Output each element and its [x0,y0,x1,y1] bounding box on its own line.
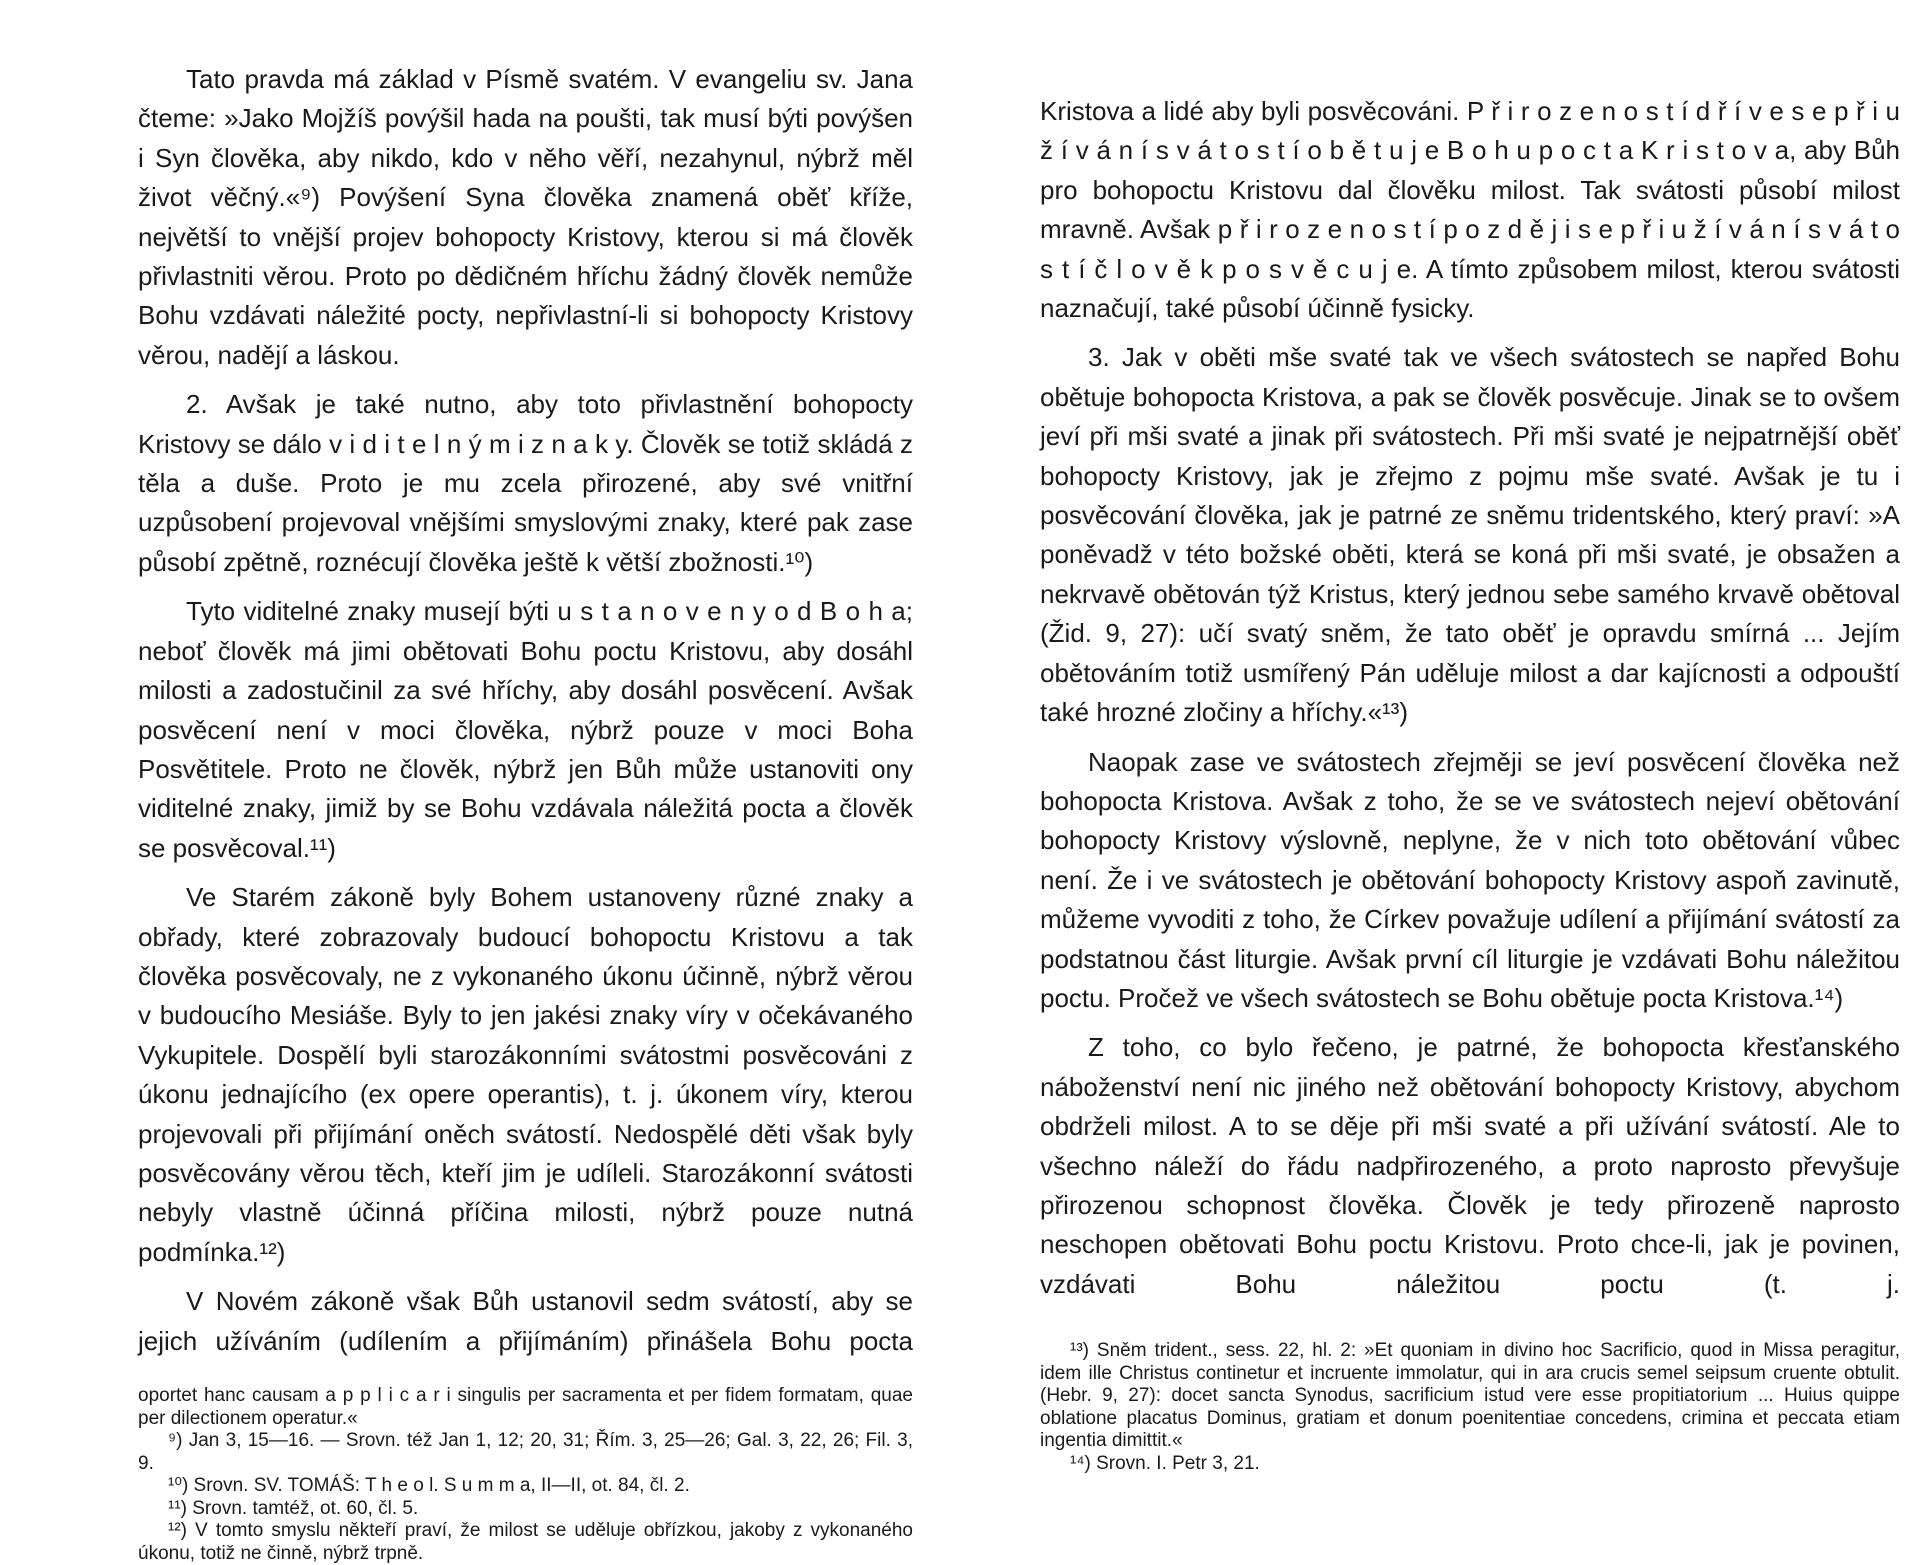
right-page [1040,92,1900,1475]
paragraph: Naopak zase ve svátostech zřejměji se jeví posvěcení člověka než bohopocta Kristova. Avšak z toho, že se ve svátostech nejeví obětování bohopocty Kristovy výslovně, neplyne, že v nich toto obětování vůbec není. Že i ve svátostech je obětování bohopocty Kristovy aspoň zavinutě, můžeme vyvoditi z toho, že Církev považuje udílení a přijímání svátostí za podstatnou část liturgie. Avšak první cíl liturgie je vzdávati Bohu náležitou poctu. Pročež ve všech svátostech se Bohu obětuje pocta Kristova.¹⁴) [1040,746,1900,1013]
paragraph: Z toho, co bylo řečeno, je patrné, že bohopocta křesťanského náboženství není nic jiného než obětování bohopocty Kristovy, abychom obdrželi milost. A to se děje při mši svaté a při užívání svátostí. Ale to všechno náleží do řádu nadpřirozeného, a proto naprosto převyšuje přirozenou schopnost člověka. Člověk je tedy přirozeně naprosto neschopen obětovati Bohu poctu Kristovu. Proto chce-li, jak je povinen, vzdávati Bohu náležitou poctu (t. j. [1040,1032,1900,1299]
footnote: ¹⁰) Srovn. SV. TOMÁŠ: T h e o l. S u m m a, II—II, ot. 84, čl. 2. [168,1475,690,1496]
paragraph: Kristova a lidé aby byli posvěcováni. P ř i r o z e n o s t í d ř í v e s e p ř i u ž í v á n í s v á t o s t í o b ě t u j e B o h u p o c t a K r i s t o v a, aby Bůh pro bohopoctu Kristovu dal člověku milost. Tak svátosti působí milost mravně. Avšak p ř i r o z e n o s t í p o z d ě j i s e p ř i u ž í v á n í s v á t o s t í č l o v ě k p o s v ě c u j e. A tímto způsobem milost, kterou svátosti naznačují, také působí účinně fysicky. [1040,96,1900,324]
footnote: oportet hanc causam a p p l i c a r i singulis per sacramenta et per fidem formatam, quae per dilectionem operatur.« [138,1385,913,1429]
paragraph: 3. Jak v oběti mše svaté tak ve všech svátostech se napřed Bohu obětuje bohopocta Kristova, a pak se člověk posvěcuje. Jinak se to ovšem jeví při mši svaté a jinak při svátostech. Při mši svaté je nejpatrnější oběť bohopocty Kristovy, jak je zřejmo z pojmu mše svaté. Avšak je tu i posvěcování člověka, jak je patrné ze sněmu tridentského, který praví: »A poněvadž v této božské oběti, která se koná při mši svaté, je obsažen a nekrvavě obětován týž Kristus, který jednou sebe samého krvavě obětoval (Žid. 9, 27): učí svatý sněm, že tato oběť je opravdu smírná ... Jejím obětováním totiž usmířený Pán uděluje milost a dar kajícnosti a odpouští také hrozné zločiny a hříchy.«¹³) [1040,342,1900,728]
paragraph: 2. Avšak je také nutno, aby toto přivlastnění bohopocty Kristovy se dálo v i d i t e l n ý m i z n a k y. Člověk se totiž skládá z těla a duše. Proto je mu zcela přirozené, aby své vnitřní uzpůsobení projevoval vnějšími smyslovými znaky, které pak zase působí zpětně, roznécují člověka ještě k větší zbožnosti.¹⁰) [138,389,913,577]
paragraph: V Novém zákoně však Bůh ustanovil sedm svátostí, aby se jejich užíváním (udílením a přijímáním) přinášela Bohu pocta [138,1286,913,1356]
left-footnotes [138,1385,913,1565]
paragraph: Ve Starém zákoně byly Bohem ustanoveny různé znaky a obřady, které zobrazovaly budoucí bohopoctu Kristovu a tak člověka posvěcovaly, ne z vykonaného úkonu účinně, nýbrž věrou v budoucího Mesiáše. Byly to jen jakési znaky víry v očekávaného Vykupitele. Dospělí byli starozákonními svátostmi posvěcováni z úkonu jednajícího (ex opere operantis), t. j. úkonem víry, kterou projevovali při přijímání oněch svátostí. Nedospělé děti však byly posvěcovány věrou těch, kteří jim je udíleli. Starozákonní svátosti nebyly vlastně účinná příčina milosti, nýbrž pouze nutná podmínka.¹²) [138,882,913,1267]
footnote: ⁹) Jan 3, 15—16. — Srovn. též Jan 1, 12; 20, 31; Řím. 3, 25—26; Gal. 3, 22, 26; Fil. 3, 9. [138,1430,913,1474]
right-footnotes [1040,1340,1900,1475]
left-body [138,60,913,1361]
left-page [138,60,913,1565]
footnote: ¹²) V tomto smyslu někteří praví, že milost se uděluje obřízkou, jakoby z vykonaného úkonu, totiž ne činně, nýbrž trpně. [138,1520,913,1564]
footnote: ¹³) Sněm trident., sess. 22, hl. 2: »Et quoniam in divino hoc Sacrificio, quod in Missa peragitur, idem ille Christus continetur et incruente immolatur, qui in ara crucis semel seipsum cruente obtulit. (Hebr. 9, 27): docet sancta Synodus, sacrificium istud vere esse propitiatorium ... Huius quippe oblatione placatus Dominus, gratiam et donum poenitentiae concedens, crimina et peccata etiam ingentia dimittit.« [1040,1340,1900,1452]
paragraph: Tato pravda má základ v Písmě svatém. V evangeliu sv. Jana čteme: »Jako Mojžíš povýšil hada na poušti, tak musí býti povýšen i Syn člověka, aby nikdo, kdo v něho věří, nezahynul, nýbrž měl život věčný.«⁹) Povýšení Syna člověka znamená oběť kříže, největší to vnější projev bohopocty Kristovy, kterou si má člověk přivlastniti věrou. Proto po dědičném hříchu žádný člověk nemůže Bohu vzdávati náležité pocty, nepřivlastní-li si bohopocty Kristovy věrou, nadějí a láskou. [138,64,913,370]
paragraph: Tyto viditelné znaky musejí býti u s t a n o v e n y o d B o h a; neboť člověk má jimi obětovati Bohu poctu Kristovu, aby dosáhl milosti a zadostučinil za své hříchy, aby dosáhl posvěcení. Avšak posvěcení není v moci člověka, nýbrž pouze v moci Boha Posvětitele. Proto ne člověk, nýbrž jen Bůh může ustanoviti ony viditelné znaky, jimiž by se Bohu vzdávala náležitá pocta a člověk se posvěcoval.¹¹) [138,596,913,863]
right-body [1040,92,1900,1304]
footnote: ¹¹) Srovn. tamtéž, ot. 60, čl. 5. [168,1497,419,1519]
footnote: ¹⁴) Srovn. I. Petr 3, 21. [1070,1452,1260,1474]
